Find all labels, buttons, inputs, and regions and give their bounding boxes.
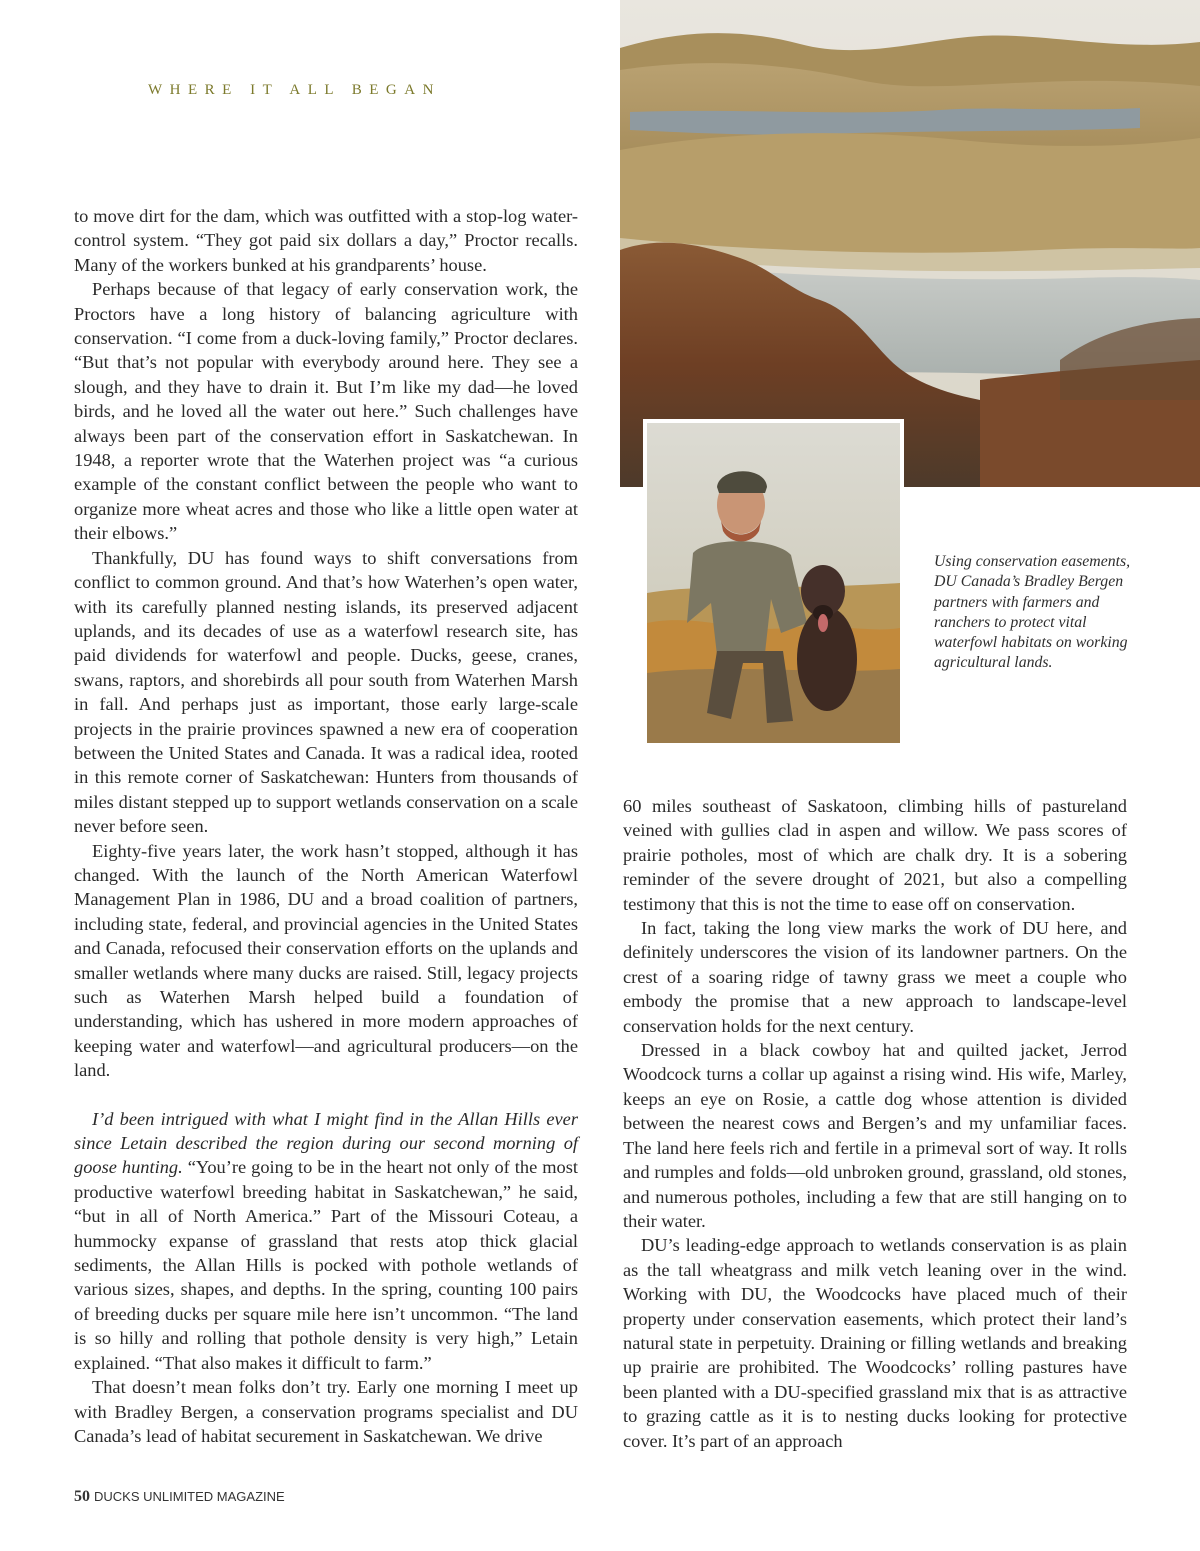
paragraph: to move dirt for the dam, which was outfitted with a stop-log water-control system. “They got paid six dollars a day,” Proctor recalls. Many of the workers bunked at his grandparents’ house. (74, 206, 578, 275)
paragraph: 60 miles southeast of Saskatoon, climbing hills of pastureland veined with gullies clad in aspen and willow. We pass scores of prairie potholes, most of which are chalk dry. It is a sobering reminder of the severe drought of 2021, but also a compelling testimony that this is not the time to ease off on conservation. (623, 796, 1127, 914)
photo-caption: Using conservation easements, DU Canada’s Bradley Bergen partners with farmers and ranchers to protect vital waterfowl habitats on working agricultural lands. (934, 553, 1131, 672)
paragraph: Dressed in a black cowboy hat and quilted jacket, Jerrod Woodcock turns a collar up against a rising wind. His wife, Marley, keeps an eye on Rosie, a cattle dog whose attention is divided between the nearest cows and Bergen’s and my unfamiliar faces. The land here feels rich and fertile in a primeval sort of way. It rolls and rumples and folds—old unbroken ground, grassland, old stones, and numerous potholes, including a few that are still hanging on to their water. (623, 1040, 1127, 1231)
body-column-left (74, 204, 578, 1448)
portrait-illustration (647, 423, 900, 743)
paragraph: Thankfully, DU has found ways to shift conversations from conflict to common ground. And that’s how Waterhen’s open water, with its carefully planned nesting islands, its preserved adjacent uplands, and its decades of use as a waterfowl research site, has paid dividends for waterfowl and people. Ducks, geese, cranes, swans, raptors, and shorebirds all pour south from Waterhen Marsh in fall. And perhaps just as important, those early large-scale projects in the prairie provinces spawned a new era of cooperation between the United States and Canada. It was a radical idea, rooted in this remote corner of Saskatchewan: Hunters from thousands of miles distant stepped up to support wetlands conservation on a scale never before seen. (74, 547, 578, 837)
section-kicker: WHERE IT ALL BEGAN (148, 82, 441, 98)
paragraph: That doesn’t mean folks don’t try. Early one morning I meet up with Bradley Bergen, a conservation programs specialist and DU Canada’s lead of habitat securement in Saskatchewan. We drive (74, 1377, 578, 1446)
paragraph-rest: “You’re going to be in the heart not only of the most productive waterfowl breeding habitat in Saskatchewan,” he said, “but in all of North America.” Part of the Missouri Coteau, a hummocky expanse of grassland that rests atop thick glacial sediments, the Allan Hills is pocked with pothole wetlands of various sizes, shapes, and depths. In the spring, counting 100 pairs of breeding ducks per square mile here isn’t uncommon. “The land is so hilly and rolling that pothole density is very high,” Letain explained. “That also makes it difficult to farm.” (74, 1157, 579, 1373)
landscape-illustration (620, 0, 1200, 487)
paragraph: In fact, taking the long view marks the work of DU here, and definitely underscores the vision of its landowner partners. On the crest of a soaring ridge of tawny grass we meet a couple who embody the promise that a new approach to landscape-level conservation holds for the next century. (623, 918, 1127, 1036)
paragraph: Perhaps because of that legacy of early conservation work, the Proctors have a long history of balancing agriculture with conservation. “I come from a duck-loving family,” Proctor declares. “But that’s not popular with everybody around here. They see a slough, and they have to drain it. But I’m like my dad—he loved birds, and he loved all the water out here.” Such challenges have always been part of the conservation effort in Saskatchewan. In 1948, a reporter wrote that the Waterhen project was “a curious example of the constant conflict between the people who want to organize more wheat acres and those who like a little open water at their elbows.” (74, 279, 578, 544)
body-column-right (623, 794, 1127, 1453)
page-number: 50 (74, 1488, 90, 1505)
publication-name: DUCKS UNLIMITED MAGAZINE (94, 1489, 285, 1504)
italic-lead: I’d been intrigued with what I might find in the Allan Hills ever since Letain described the region during our second morning of goose hunting. (74, 1108, 578, 1178)
paragraph (74, 1107, 578, 1375)
page-footer (74, 1488, 285, 1506)
portrait-photo (643, 419, 904, 747)
paragraph: Eighty-five years later, the work hasn’t stopped, although it has changed. With the launch of the North American Waterfowl Management Plan in 1986, DU and a broad coalition of partners, including state, federal, and provincial agencies in the United States and Canada, refocused their conservation efforts on the uplands and smaller wetlands where many ducks are raised. Still, legacy projects such as Waterhen Marsh helped build a foundation of understanding, which has ushered in more modern approaches of keeping water and waterfowl—and agricultural producers—on the land. (74, 840, 578, 1081)
paragraph: DU’s leading-edge approach to wetlands conservation is as plain as the tall wheatgrass and milk vetch leaning over in the wind. Working with DU, the Woodcocks have placed much of their property under conservation easements, which protect their land’s natural state in perpetuity. Draining or filling wetlands and breaking up prairie are prohibited. The Woodcocks’ rolling pastures have been planted with a DU-specified grassland mix that is as attractive to grazing cattle as it is to nesting ducks looking for protective cover. It’s part of an approach (623, 1235, 1127, 1451)
landscape-photo (620, 0, 1200, 487)
